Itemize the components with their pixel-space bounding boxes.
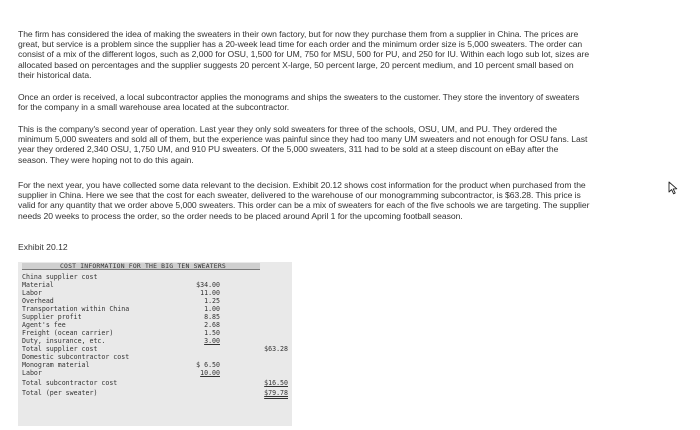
row-label: Agent's fee	[22, 321, 66, 329]
table-row	[18, 379, 292, 387]
row-value: 10.00	[200, 369, 220, 377]
table-row	[18, 313, 292, 321]
row-value: 1.00	[204, 305, 220, 313]
row-value: 1.25	[204, 297, 220, 305]
table-row	[18, 389, 292, 397]
row-total: $63.28	[264, 345, 288, 353]
paragraph-last-year: This is the company's second year of operation. Last year they only sold sweaters for three of the schools, OSU, UM, and PU. They ordered the minimum 5,000 sweaters and sold all of them, but the experience was painful since they had too many UM sweaters and not enough for OSU fans. Last year they ordered 2,340 OSU, 1,750 UM, and 910 PU sweaters. Of the 5,000 sweaters, 311 had to be sold at a steep discount on eBay after the season. They were hoping not to do this again.	[18, 124, 588, 165]
table-row	[18, 369, 292, 377]
table-row	[18, 297, 292, 305]
row-label: Total subcontractor cost	[22, 379, 118, 387]
row-value: 11.00	[200, 289, 220, 297]
row-label: Total supplier cost	[22, 345, 98, 353]
paragraph-next-year: For the next year, you have collected some data relevant to the decision. Exhibit 20.12 shows cost information for the product when purchased from the supplier in China. Here we see that the cost for each sweater, delivered to the warehouse of our monogramming subcontractor, is $63.28. This price is valid for any quantity that we order above 5,000 sweaters. This order can be a mix of sweaters for each of the five schools we are targeting. The supplier needs 20 weeks to process the order, so the order needs to be placed around April 1 for the upcoming football season.	[18, 180, 590, 221]
row-value: 2.68	[204, 321, 220, 329]
row-label: Material	[22, 281, 54, 289]
paragraph-supplier: The firm has considered the idea of making the sweaters in their own factory, but for now they purchase them from a supplier in China. The prices are great, but service is a problem since the supplier has a 20-week lead time for each order and the minimum order size is 5,000 sweaters. The order can consist of a mix of the different logos, such as 2,000 for OSU, 1,500 for UM, 750 for MSU, 500 for PU, and 250 for IU. Within each logo sub lot, sizes are allocated based on percentages and the supplier suggests 20 percent X-large, 50 percent large, 20 percent medium, and 10 percent small based on their historical data.	[18, 29, 590, 80]
exhibit-label: Exhibit 20.12	[18, 242, 68, 252]
exhibit-cost-table	[18, 262, 292, 426]
row-label: Duty, insurance, etc.	[22, 337, 106, 345]
row-label: Labor	[22, 289, 42, 297]
row-label: Domestic subcontractor cost	[22, 353, 130, 361]
row-label: Overhead	[22, 297, 54, 305]
row-value: 3.00	[204, 337, 220, 345]
table-row	[18, 353, 292, 361]
row-label: China supplier cost	[22, 273, 98, 281]
table-row	[18, 289, 292, 297]
row-label: Transportation within China	[22, 305, 130, 313]
exhibit-title: COST INFORMATION FOR THE BIG TEN SWEATERS	[22, 263, 260, 270]
table-row	[18, 281, 292, 289]
row-label: Labor	[22, 369, 42, 377]
table-row	[18, 329, 292, 337]
row-value: 8.85	[204, 313, 220, 321]
row-label: Freight (ocean carrier)	[22, 329, 114, 337]
row-value: $ 6.50	[196, 361, 220, 369]
row-value: $34.00	[196, 281, 220, 289]
row-grand-total: $79.78	[264, 389, 288, 397]
row-label: Monogram material	[22, 361, 90, 369]
row-label: Supplier profit	[22, 313, 82, 321]
row-value: 1.50	[204, 329, 220, 337]
table-row	[18, 321, 292, 329]
table-row	[18, 337, 292, 345]
paragraph-subcontractor: Once an order is received, a local subcontractor applies the monograms and ships the sweaters to the customer. They store the inventory of sweaters for the company in a small warehouse area located at the subcontractor.	[18, 92, 580, 113]
table-row	[18, 273, 292, 281]
table-row	[18, 345, 292, 353]
table-row	[18, 361, 292, 369]
row-label: Total (per sweater)	[22, 389, 98, 397]
row-total: $16.50	[264, 379, 288, 387]
table-row	[18, 305, 292, 313]
mouse-pointer-icon	[666, 181, 680, 195]
